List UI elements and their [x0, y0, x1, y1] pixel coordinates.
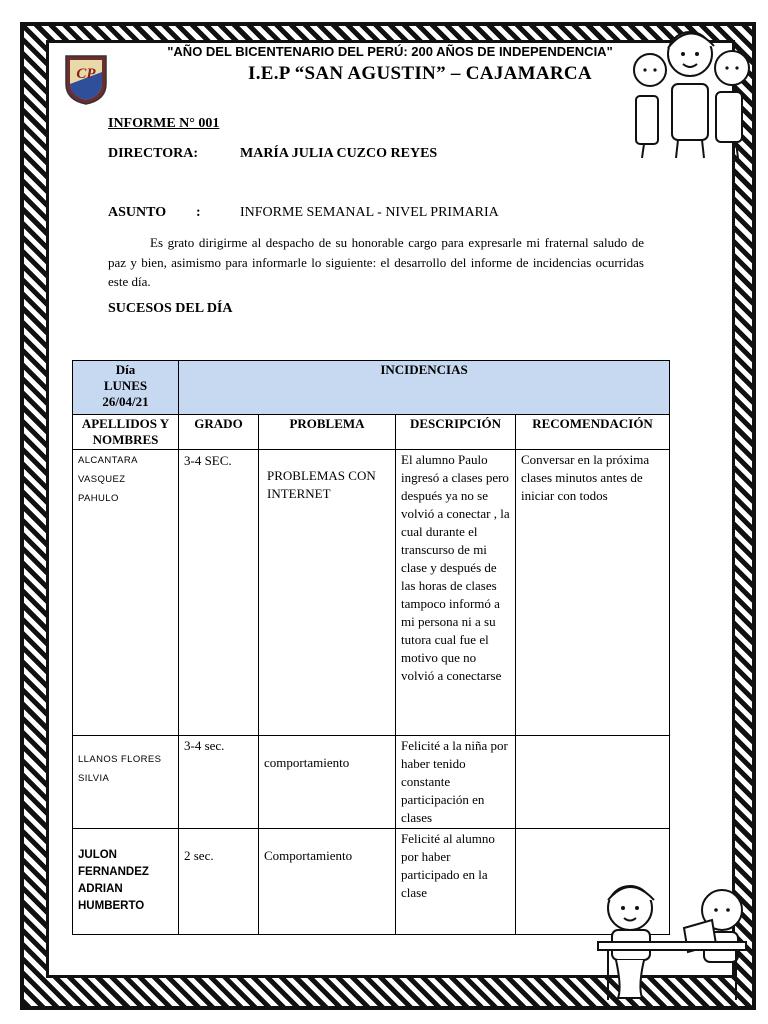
student-name-line: ADRIAN: [78, 883, 123, 895]
recommendation-cell: Conversar en la próxima clases minutos antes de iniciar con todos: [516, 450, 670, 736]
problem-cell: Comportamiento: [259, 829, 396, 935]
subject-value: INFORME SEMANAL - NIVEL PRIMARIA: [240, 205, 499, 220]
incidents-table: [72, 360, 670, 935]
student-name-cell: [73, 450, 179, 736]
director-name: MARÍA JULIA CUZCO REYES: [240, 146, 438, 161]
student-name-line: LLANOS FLORES: [78, 754, 162, 765]
grade-cell: 3-4 sec.: [179, 736, 259, 829]
incidents-title: INCIDENCIAS: [179, 361, 670, 415]
year-motto: "AÑO DEL BICENTENARIO DEL PERÚ: 200 AÑOS DE INDEPENDENCIA": [167, 44, 613, 59]
section-title: SUCESOS DEL DÍA: [108, 301, 233, 316]
student-name-line: JULON: [78, 849, 117, 861]
column-header: GRADO: [179, 415, 259, 450]
column-header: PROBLEMA: [259, 415, 396, 450]
intro-paragraph: Es grato dirigirme al despacho de su honorable cargo para expresarle mi fraternal saludo de paz y bien, asimismo para informarle lo siguiente: el desarrollo del informe de incidencias ocurridas este día.: [108, 235, 644, 289]
children-group-icon: [628, 18, 754, 163]
children-reading-icon: [592, 878, 752, 1003]
grade-cell: 3-4 SEC.: [179, 450, 259, 736]
student-name-line: FERNANDEZ: [78, 866, 149, 878]
column-header: DESCRIPCIÓN: [396, 415, 516, 450]
subject-label: ASUNTO: [108, 205, 167, 220]
student-name-cell: [73, 829, 179, 935]
day-date: 26/04/21: [102, 394, 149, 409]
report-number: INFORME N° 001: [108, 116, 220, 131]
day-cell: [73, 361, 179, 415]
recommendation-cell: [516, 736, 670, 829]
school-crest-icon: [64, 54, 108, 106]
table-row: [73, 736, 670, 829]
description-cell: El alumno Paulo ingresó a clases pero después ya no se volvió a conectar , la cual durante el transcurso de mi clase y después de las horas de clases tampoco informó a mi persona ni a su tutora cual fue el motivo que no volvió a conectarse: [396, 450, 516, 736]
school-name: I.E.P “SAN AGUSTIN” – CAJAMARCA: [248, 63, 592, 84]
problem-cell: comportamiento: [259, 736, 396, 829]
description-cell: Felicité a la niña por haber tenido constante participación en clases: [396, 736, 516, 829]
column-header: APELLIDOS Y NOMBRES: [73, 415, 179, 450]
subject-colon: :: [196, 205, 201, 220]
table-row: [73, 829, 670, 935]
student-name-line: ALCANTARA: [78, 455, 138, 466]
day-name: LUNES: [103, 378, 148, 393]
day-label: Día: [115, 362, 136, 377]
logo-text: CP: [76, 66, 96, 82]
student-name-line: PAHULO: [78, 493, 119, 504]
table-row: [73, 450, 670, 736]
column-header: RECOMENDACIÓN: [516, 415, 670, 450]
student-name-line: SILVIA: [78, 773, 110, 784]
problem-cell: PROBLEMAS CON INTERNET: [259, 450, 396, 736]
student-name-cell: [73, 736, 179, 829]
student-name-line: VASQUEZ: [78, 474, 126, 485]
student-name-line: HUMBERTO: [78, 900, 145, 912]
description-cell: Felicité al alumno por haber participado en la clase: [396, 829, 516, 935]
grade-cell: 2 sec.: [179, 829, 259, 935]
director-label: DIRECTORA:: [108, 146, 198, 161]
